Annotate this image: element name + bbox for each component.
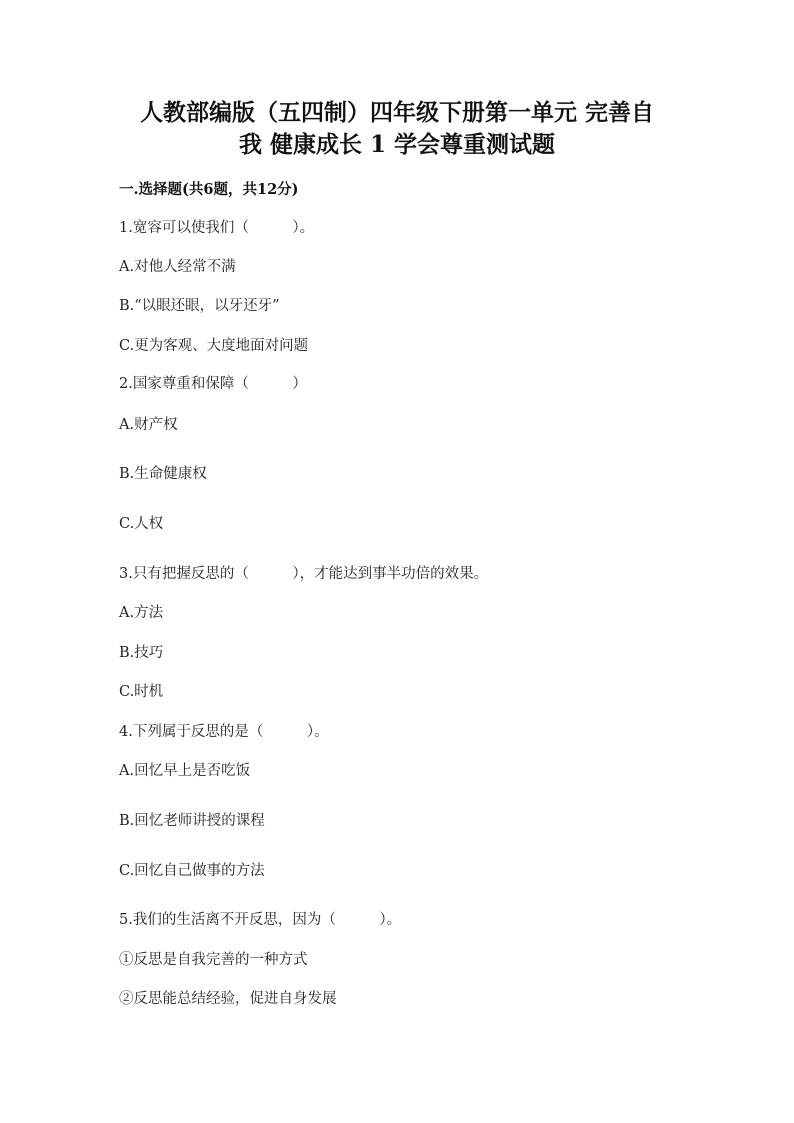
question-2-option-b: B.生命健康权: [119, 466, 207, 482]
question-4-option-a: A.回忆早上是否吃饭: [119, 763, 251, 779]
page-title-line-1: 人教部编版（五四制）四年级下册第一单元 完善自: [139, 99, 654, 126]
question-1-option-c: C.更为客观、大度地面对问题: [119, 338, 309, 354]
question-3-option-c: C.时机: [119, 684, 164, 700]
question-2-option-c: C.人权: [119, 516, 164, 532]
question-4-option-b: B.回忆老师讲授的课程: [119, 813, 265, 829]
question-5-statement-1: ①反思是自我完善的一种方式: [119, 952, 308, 968]
question-2-option-a: A.财产权: [119, 417, 178, 433]
question-3-option-b: B.技巧: [119, 645, 164, 661]
question-3-stem: 3.只有把握反思的（ ），才能达到事半功倍的效果。: [119, 566, 489, 582]
section-heading: 一.选择题(共6题，共12分): [119, 181, 299, 198]
page-title-line-2: 我 健康成长 1 学会尊重测试题: [238, 131, 556, 158]
question-5-statement-2: ②反思能总结经验，促进自身发展: [119, 991, 337, 1007]
question-4-stem: 4.下列属于反思的是（ ）。: [119, 724, 329, 740]
question-4-option-c: C.回忆自己做事的方法: [119, 863, 265, 879]
question-5-stem: 5.我们的生活离不开反思，因为（ ）。: [119, 912, 402, 928]
question-2-stem: 2.国家尊重和保障（ ）: [119, 376, 307, 392]
question-1-stem: 1.宽容可以使我们（ ）。: [119, 220, 315, 236]
question-1-option-b: B.“以眼还眼，以牙还牙”: [119, 298, 280, 314]
question-1-option-a: A.对他人经常不满: [119, 259, 236, 275]
question-3-option-a: A.方法: [119, 605, 164, 621]
